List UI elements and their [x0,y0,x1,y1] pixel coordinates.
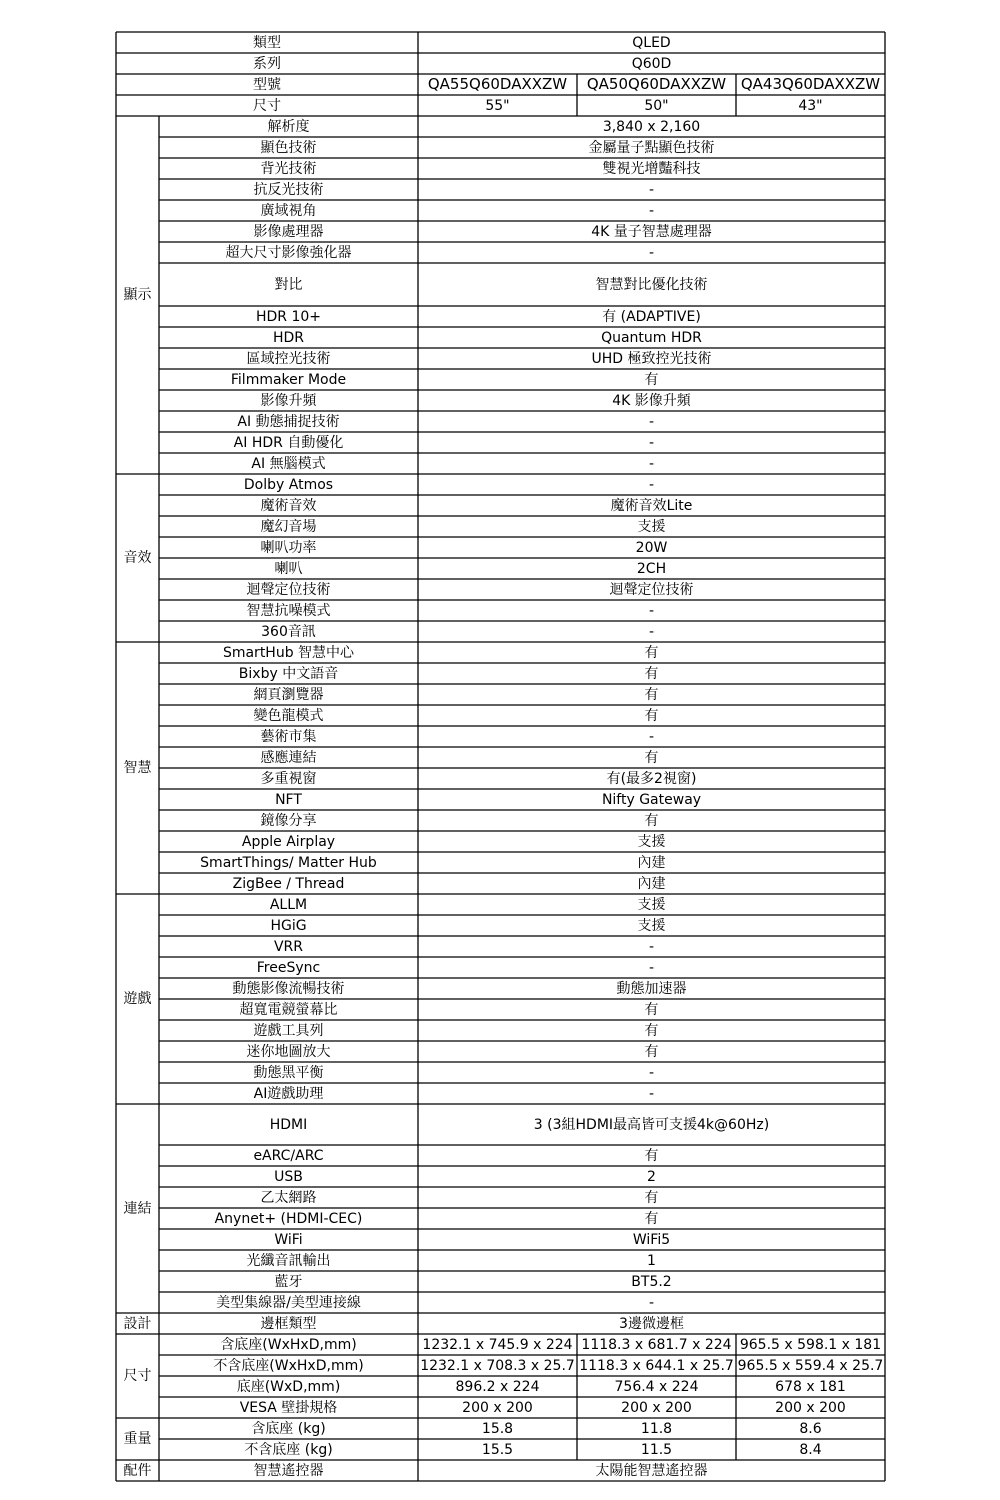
spec-value: - [648,244,655,261]
spec-label: 變色龍模式 [253,707,324,724]
group-label: 尺寸 [123,1368,152,1384]
size-value: 55" [485,97,510,114]
spec-value: 200 x 200 [462,1399,533,1416]
size-label: 尺寸 [253,97,281,114]
spec-label: 美型集線器/美型連接線 [216,1294,361,1311]
spec-label: 廣域視角 [260,202,317,219]
spec-value: - [648,202,655,219]
spec-value: WiFi5 [632,1231,671,1248]
spec-value: 11.8 [640,1420,673,1437]
spec-value: 3 (3組HDMI最高皆可支援4k@60Hz) [533,1116,770,1133]
spec-label: 動態黑平衡 [253,1064,324,1081]
spec-value: BT5.2 [631,1273,672,1290]
spec-value: 迴聲定位技術 [609,581,694,598]
spec-value: 3邊微邊框 [619,1315,684,1332]
spec-label: 邊框類型 [260,1315,317,1332]
spec-label: 感應連結 [260,749,317,766]
spec-value: 1232.1 x 745.9 x 224 [422,1336,573,1353]
spec-value: - [648,1294,655,1311]
group-label: 連結 [123,1200,152,1217]
spec-label: ZigBee / Thread [232,875,345,892]
spec-label: Bixby 中文語音 [238,665,339,682]
spec-value: 有 [644,1043,659,1060]
spec-label: AI 動態捕捉技術 [237,413,340,430]
spec-label: 解析度 [267,118,310,135]
spec-value: - [648,413,655,430]
spec-label: HDMI [269,1116,308,1133]
model-value: QA50Q60DAXXZW [586,75,727,93]
spec-value: - [648,602,655,619]
spec-value: 有 [644,1189,659,1206]
spec-label: AI HDR 自動優化 [233,434,344,451]
spec-value: - [648,1085,655,1102]
spec-value: 有 [644,1001,659,1018]
spec-value: Nifty Gateway [601,791,702,808]
group-label: 顯示 [123,287,152,303]
spec-label: 對比 [274,276,303,293]
spec-value: 動態加速器 [616,980,687,997]
spec-label: 不含底座 (kg) [244,1441,333,1458]
series-value: Q60D [631,55,672,72]
spec-value: - [648,1064,655,1081]
spec-value: 支援 [637,917,666,934]
spec-label: 藍牙 [274,1273,303,1290]
spec-value: - [648,623,655,640]
group-label: 設計 [123,1315,152,1332]
spec-value: 200 x 200 [775,1399,846,1416]
spec-value: 200 x 200 [621,1399,692,1416]
spec-value: 20W [635,539,668,556]
spec-label: 鏡像分享 [260,812,317,829]
spec-value: 1232.1 x 708.3 x 25.7 [420,1357,575,1374]
spec-label: Anynet+ (HDMI-CEC) [214,1210,363,1227]
spec-value: 8.6 [799,1420,822,1437]
spec-label: HGiG [270,917,307,934]
spec-value: 有(最多2視窗) [606,770,697,787]
spec-value: 有 [644,1022,659,1039]
spec-value: 有 [644,812,659,829]
model-value: QA55Q60DAXXZW [427,75,568,93]
spec-label: 超寬電競螢幕比 [239,1001,338,1018]
spec-value: 896.2 x 224 [455,1378,540,1395]
spec-value: 965.5 x 598.1 x 181 [739,1336,882,1353]
spec-label: USB [274,1168,303,1185]
spec-value: - [648,455,655,472]
spec-value: - [648,476,655,493]
spec-value: 太陽能智慧遙控器 [595,1462,708,1479]
spec-label: 背光技術 [260,160,317,177]
spec-label: 影像升頻 [260,392,317,409]
spec-label: eARC/ARC [253,1147,324,1164]
model-value: QA43Q60DAXXZW [740,75,881,93]
spec-label: AI遊戲助理 [253,1085,324,1102]
spec-label: VRR [273,938,304,955]
spec-value: 2 [647,1168,656,1185]
size-value: 43" [798,97,823,114]
spec-value: 756.4 x 224 [614,1378,699,1395]
spec-label: Filmmaker Mode [230,371,347,388]
spec-label: SmartHub 智慧中心 [222,644,355,661]
spec-label: FreeSync [256,959,321,976]
spec-value: 965.5 x 559.4 x 25.7 [737,1357,884,1374]
series-label: 系列 [253,55,281,72]
spec-value: 有 [644,749,659,766]
spec-value: 4K 影像升頻 [612,392,691,409]
size-value: 50" [644,97,669,114]
spec-label: 底座(WxD,mm) [236,1378,341,1395]
spec-value: 有 [644,644,659,661]
spec-value: 有 (ADAPTIVE) [602,308,701,325]
spec-value: 魔術音效Lite [610,497,693,514]
spec-value: 內建 [637,854,666,871]
spec-label: 乙太網路 [260,1189,317,1206]
spec-value: 智慧對比優化技術 [595,276,708,293]
spec-value: 1118.3 x 681.7 x 224 [581,1336,732,1353]
group-label: 智慧 [123,760,152,776]
type-label: 類型 [253,34,281,51]
spec-label: 影像處理器 [253,223,324,240]
spec-value: 15.5 [481,1441,514,1458]
spec-label: Dolby Atmos [243,476,334,493]
spec-label: 不含底座(WxHxD,mm) [213,1357,364,1374]
group-label: 配件 [123,1462,152,1479]
spec-label: AI 無腦模式 [251,455,326,472]
group-label: 遊戲 [123,991,152,1007]
spec-label: NFT [275,791,302,808]
spec-value: 11.5 [640,1441,673,1458]
spec-label: 迷你地圖放大 [246,1043,331,1060]
spec-label: 魔術音效 [260,497,317,514]
spec-value: 金屬量子點顯色技術 [588,139,715,156]
spec-value: 3,840 x 2,160 [602,118,701,135]
spec-label: ALLM [269,896,308,913]
spec-value: 有 [644,707,659,724]
spec-value: 有 [644,1147,659,1164]
spec-value: 有 [644,371,659,388]
spec-value: 678 x 181 [775,1378,846,1395]
spec-value: UHD 極致控光技術 [591,350,712,367]
spec-label: 區域控光技術 [246,350,331,367]
spec-value: 2CH [636,560,667,577]
spec-value: - [648,938,655,955]
spec-value: - [648,181,655,198]
spec-value: 1118.3 x 644.1 x 25.7 [579,1357,734,1374]
spec-label: 智慧抗噪模式 [246,602,331,619]
spec-label: WiFi [274,1231,303,1248]
spec-label: 多重視窗 [260,770,317,787]
spec-label: 迴聲定位技術 [246,581,331,598]
spec-value: Quantum HDR [601,329,702,346]
spec-label: 含底座(WxHxD,mm) [220,1336,357,1353]
spec-label: HDR 10+ [255,308,322,325]
spec-value: 支援 [637,833,666,850]
spec-label: 藝術市集 [260,728,317,745]
spec-label: 動態影像流暢技術 [232,980,345,997]
spec-label: 光纖音訊輸出 [246,1252,331,1269]
spec-label: 智慧遙控器 [253,1462,324,1479]
spec-value: - [648,434,655,451]
spec-value: - [648,728,655,745]
spec-label: 喇叭功率 [260,539,317,556]
spec-label: 顯色技術 [260,139,317,156]
spec-label: 抗反光技術 [253,181,324,198]
spec-label: HDR [272,329,305,346]
spec-value: 8.4 [799,1441,822,1458]
spec-label: 魔幻音場 [260,518,317,535]
spec-value: 4K 量子智慧處理器 [591,223,712,240]
spec-value: 內建 [637,875,666,892]
spec-value: 有 [644,665,659,682]
spec-value: - [648,959,655,976]
spec-label: SmartThings/ Matter Hub [200,854,377,871]
spec-label: 超大尺寸影像強化器 [225,244,352,261]
model-label: 型號 [253,76,281,93]
spec-value: 有 [644,686,659,703]
spec-label: 含底座 (kg) [251,1420,326,1437]
spec-value: 15.8 [481,1420,514,1437]
spec-value: 1 [647,1252,656,1269]
spec-label: 遊戲工具列 [253,1022,324,1039]
spec-label: 喇叭 [274,560,303,577]
spec-label: 360音訊 [261,623,316,640]
group-label: 音效 [123,550,152,566]
group-label: 重量 [123,1431,152,1447]
spec-value: 支援 [637,896,666,913]
spec-value: 有 [644,1210,659,1227]
type-value: QLED [632,34,671,51]
spec-value: 雙視光增豔科技 [602,160,701,177]
spec-label: VESA 壁掛規格 [239,1399,338,1416]
spec-label: 網頁瀏覽器 [253,686,324,703]
spec-value: 支援 [637,518,666,535]
spec-label: Apple Airplay [241,833,336,850]
